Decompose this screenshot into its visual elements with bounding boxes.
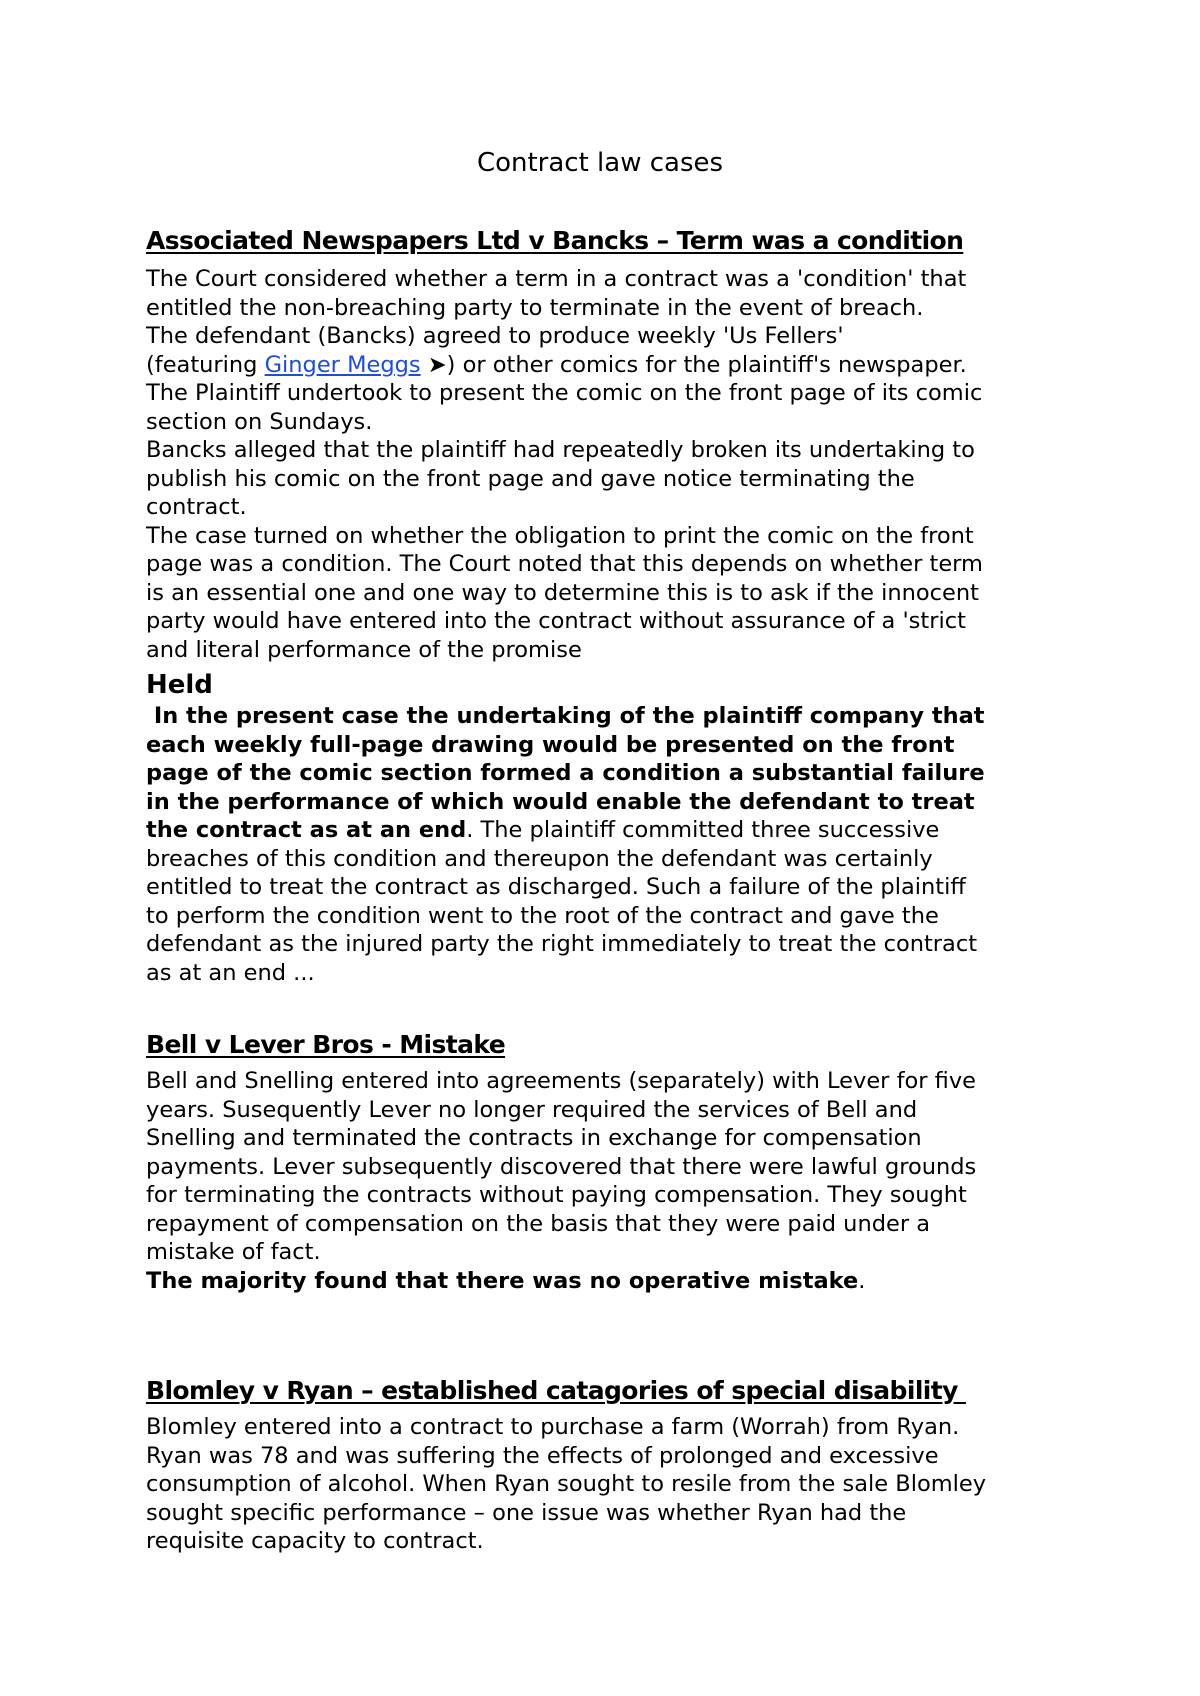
bold-text: in the performance of which would enable the defendant to treat: [146, 788, 975, 815]
text-line-mixed: [146, 816, 1076, 845]
case1-summary: [146, 265, 1076, 664]
case-heading-blomley-v-ryan: Blomley v Ryan – established catagories of special disability: [146, 1376, 966, 1405]
text-line-mixed: [146, 1267, 1076, 1296]
text-line: mistake of fact.: [146, 1239, 321, 1265]
text-line: sought specific performance – one issue was whether Ryan had the: [146, 1499, 907, 1526]
text-line-bold: [146, 759, 1076, 788]
bold-text: each weekly full-page drawing would be presented on the front: [146, 731, 955, 758]
text-line: entitled to treat the contract as discharged. Such a failure of the plaintiff: [146, 874, 966, 900]
text-line: section on Sundays.: [146, 408, 373, 435]
text-line: entitled the non-breaching party to terminate in the event of breach.: [146, 294, 924, 321]
case2-summary: [146, 1067, 1076, 1295]
case3-summary: [146, 1413, 1076, 1556]
text-line: Blomley entered into a contract to purchase a farm (Worrah) from Ryan.: [146, 1414, 960, 1440]
text-line: contract.: [146, 494, 247, 520]
text-line: for terminating the contracts without paying compensation. They sought: [146, 1182, 967, 1208]
bold-text: the contract as at an end: [146, 817, 467, 843]
bold-text: In the present case the undertaking of the plaintiff company that: [146, 703, 985, 729]
text-line: and literal performance of the promise: [146, 636, 582, 663]
text-line: defendant as the injured party the right immediately to treat the contract: [146, 931, 978, 957]
text-line-bold: [146, 731, 1076, 760]
text-line: publish his comic on the front page and gave notice terminating the: [146, 465, 915, 492]
text-fragment: . The plaintiff committed three successive: [466, 817, 940, 843]
text-line: years. Susequently Lever no longer required the services of Bell and: [146, 1096, 918, 1123]
text-fragment: .: [858, 1267, 866, 1294]
text-line-bold: [146, 788, 1076, 817]
text-fragment: (featuring: [146, 351, 265, 378]
text-line: page was a condition. The Court noted that this depends on whether term: [146, 551, 983, 577]
text-line: Ryan was 78 and was suffering the effects of prolonged and excessive: [146, 1442, 939, 1469]
text-line: to perform the condition went to the root of the contract and gave the: [146, 902, 939, 929]
text-line: Bancks alleged that the plaintiff had repeatedly broken its undertaking to: [146, 437, 975, 463]
text-line: Bell and Snelling entered into agreements (separately) with Lever for five: [146, 1068, 976, 1094]
text-line: Snelling and terminated the contracts in exchange for compensation: [146, 1125, 922, 1151]
case1-held-text: [146, 702, 1076, 987]
text-line: The Court considered whether a term in a contract was a 'condition' that: [146, 266, 967, 292]
text-fragment: ➤) or other comics for the plaintiff's newspaper.: [420, 351, 967, 378]
text-line: breaches of this condition and thereupon the defendant was certainly: [146, 845, 933, 872]
text-line: The defendant (Bancks) agreed to produce weekly 'Us Fellers': [146, 323, 844, 349]
ginger-meggs-link[interactable]: Ginger Meggs: [264, 351, 421, 378]
text-line: as at an end ...: [146, 959, 315, 986]
text-line: requisite capacity to contract.: [146, 1528, 484, 1554]
bold-text: The majority found that there was no operative mistake: [146, 1267, 859, 1294]
text-line-bold: [146, 702, 1076, 731]
bold-text: page of the comic section formed a condition a substantial failure: [146, 760, 985, 786]
text-line: The case turned on whether the obligation to print the comic on the front: [146, 522, 974, 549]
text-line: consumption of alcohol. When Ryan sought to resile from the sale Blomley: [146, 1471, 987, 1497]
text-line: is an essential one and one way to determine this is to ask if the innocent: [146, 579, 979, 606]
text-line: payments. Lever subsequently discovered that there were lawful grounds: [146, 1153, 977, 1180]
text-line: party would have entered into the contract without assurance of a 'strict: [146, 608, 966, 634]
text-line-with-link: [146, 351, 1076, 380]
case-heading-bell-v-lever: Bell v Lever Bros - Mistake: [146, 1030, 506, 1059]
text-line: repayment of compensation on the basis that they were paid under a: [146, 1210, 931, 1237]
held-label: Held: [146, 670, 213, 700]
text-line: The Plaintiff undertook to present the comic on the front page of its comic: [146, 380, 983, 406]
case-heading-associated-newspapers: Associated Newspapers Ltd v Bancks – Term was a condition: [146, 226, 964, 255]
document-title: Contract law cases: [476, 148, 724, 178]
